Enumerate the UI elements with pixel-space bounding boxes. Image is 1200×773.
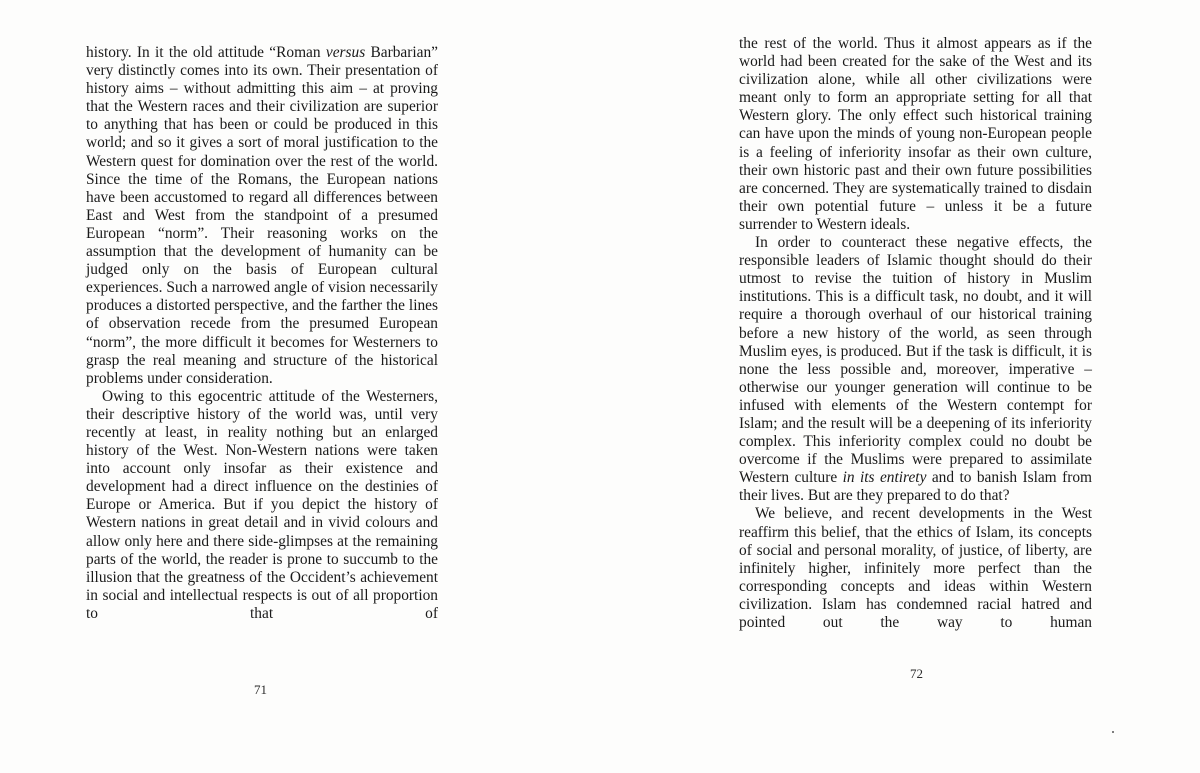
paragraph: the rest of the world. Thus it almost appears as if the world had been created for the sake of the West and its civilization alone, while all other civilizations were meant only to form an appropriate setting for all that Western glory. The only effect such historical training can have upon the minds of young non-European people is a feeling of inferiority insofar as their own culture, their own historic past and their own future possibilities are concerned. They are systematically trained to disdain their own potential future – unless it be a future surrender to Western ideals. <box>739 35 1092 233</box>
page-number-left: 71 <box>254 682 267 697</box>
paragraph: In order to counteract these negative effects, the responsible leaders of Islamic thought should do their utmost to revise the tuition of history in Muslim institutions. This is a difficult task, no doubt, and it will require a thorough overhaul of our historical training before a new history of the world, as seen through Muslim eyes, is produced. But if the task is difficult, it is none the less possible and, moreover, imperative – otherwise our younger generation will continue to be infused with elements of the Western contempt for Islam; and the result will be a deepening of its inferiority complex. This inferiority complex could no doubt be overcome if the Muslims were prepared to assimilate Western culture in its entirety and to banish Islam from their lives. But are they prepared to do that? <box>739 234 1092 505</box>
emphasis: versus <box>325 44 366 61</box>
page-number-right: 72 <box>910 666 923 681</box>
left-page-text <box>86 44 438 623</box>
scan-speck <box>1112 731 1114 733</box>
paragraph: Owing to this egocentric attitude of the Westerners, their descriptive history of the world was, until very recently at least, in reality nothing but an enlarged history of the West. Non-Western nations were taken into account only insofar as their existence and development had a direct influence on the destinies of Europe or America. But if you depict the history of Western nations in great detail and in vivid colours and allow only here and there side-glimpses at the remaining parts of the world, the reader is prone to succumb to the illusion that the greatness of the Occident’s achievement in social and intellectual respects is out of all proportion to that of <box>86 387 438 622</box>
emphasis: in its entirety <box>842 469 927 487</box>
paragraph: We believe, and recent developments in the West reaffirm this belief, that the ethics of Islam, its concepts of social and personal morality, of justice, of liberty, are infinitely higher, infinitely more perfect than the corresponding concepts and ideas within Western civilization. Islam has condemned racial hatred and pointed out the way to human <box>739 505 1092 631</box>
paragraph: history. In it the old attitude “Roman versus Barbarian” very distinctly comes into its own. Their presentation of history aims – without admitting this aim – at proving that the Western races and their civilization are superior to anything that has been or could be produced in this world; and so it gives a sort of moral justification to the Western quest for domination over the rest of the world. Since the time of the Romans, the European nations have been accustomed to regard all differences between East and West from the standpoint of a presumed European “norm”. Their reasoning works on the assumption that the development of humanity can be judged only on the basis of European cultural experiences. Such a narrowed angle of vision necessarily produces a distorted perspective, and the farther the lines of observation recede from the presumed European “norm”, the more difficult it becomes for Westerners to grasp the real meaning and structure of the historical problems under consideration. <box>86 44 438 387</box>
right-page-text <box>739 35 1092 632</box>
